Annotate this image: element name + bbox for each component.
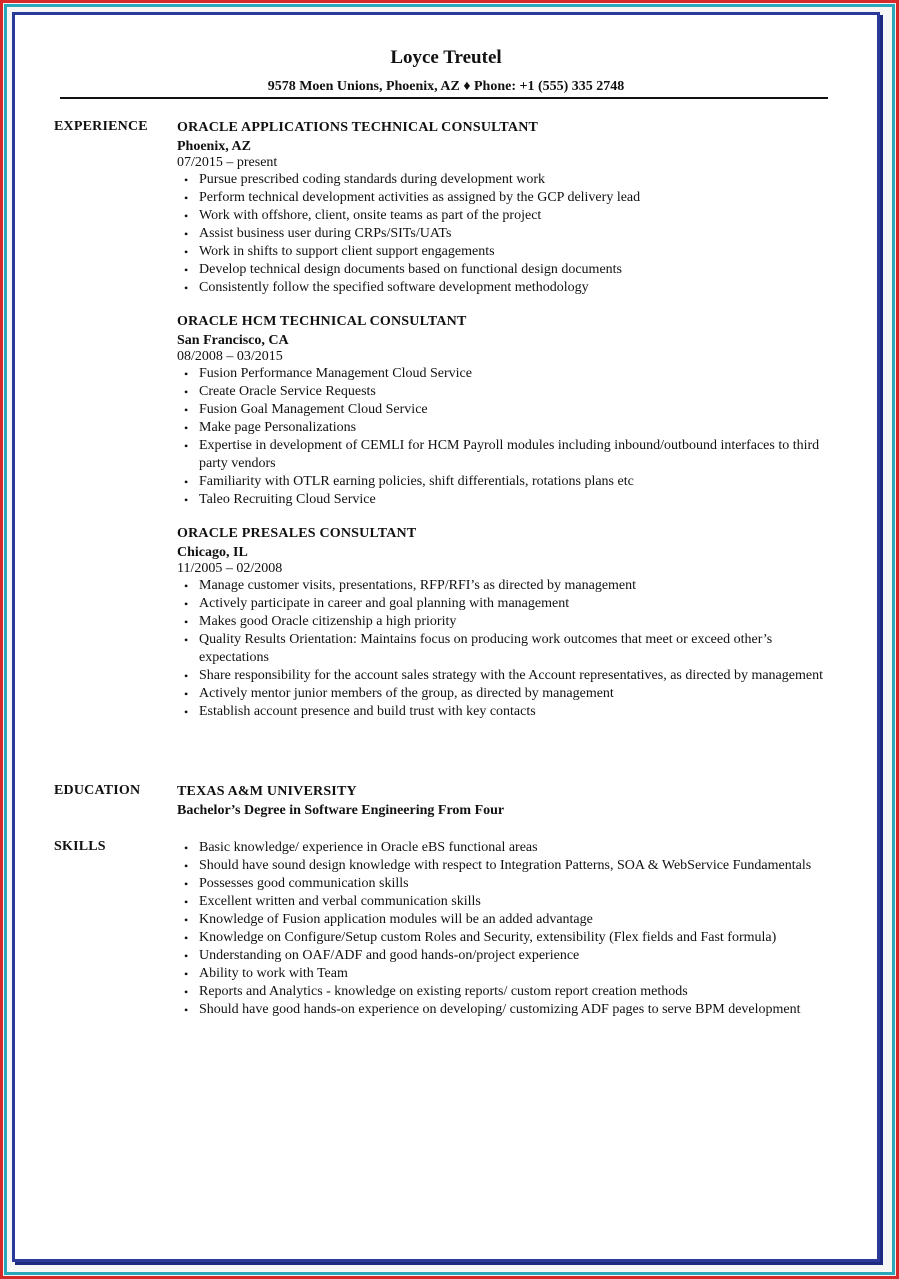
list-item: • Make page Personalizations (177, 419, 837, 437)
list-item: • Understanding on OAF/ADF and good hands-on/project experience (177, 947, 837, 965)
list-item: • Consistently follow the specified software development methodology (177, 279, 837, 297)
education-heading: EDUCATION (54, 783, 141, 798)
contact-line: 9578 Moen Unions, Phoenix, AZ ♦ Phone: +1 (555) 335 2748 (267, 79, 625, 94)
list-item: • Ability to work with Team (177, 965, 837, 983)
job-dates: 08/2008 – 03/2015 (177, 349, 283, 364)
job-location: San Francisco, CA (177, 333, 289, 348)
candidate-name: Loyce Treutel (390, 47, 502, 68)
list-item: • Work with offshore, client, onsite teams as part of the project (177, 207, 837, 225)
list-item: • Reports and Analytics - knowledge on existing reports/ custom report creation methods (177, 983, 837, 1001)
list-item: • Quality Results Orientation: Maintains focus on producing work outcomes that meet or exceed other’s expectations (177, 631, 837, 667)
list-item: • Establish account presence and build trust with key contacts (177, 703, 837, 721)
list-item: • Familiarity with OTLR earning policies, shift differentials, rotations plans etc (177, 473, 837, 491)
job-title: ORACLE PRESALES CONSULTANT (177, 526, 417, 541)
job-dates: 11/2005 – 02/2008 (177, 561, 283, 576)
job-bullets (177, 365, 837, 509)
list-item: • Work in shifts to support client support engagements (177, 243, 837, 261)
job-entry (177, 119, 837, 297)
job-location: Phoenix, AZ (177, 139, 251, 154)
job-entry (177, 525, 837, 721)
list-item: • Excellent written and verbal communication skills (177, 893, 837, 911)
list-item: • Knowledge on Configure/Setup custom Roles and Security, extensibility (Flex fields and Fast formula) (177, 929, 837, 947)
list-item: • Manage customer visits, presentations, RFP/RFI’s as directed by management (177, 577, 837, 595)
list-item: • Basic knowledge/ experience in Oracle eBS functional areas (177, 839, 837, 857)
list-item: • Pursue prescribed coding standards during development work (177, 171, 837, 189)
job-title: ORACLE HCM TECHNICAL CONSULTANT (177, 314, 467, 329)
list-item: • Actively mentor junior members of the group, as directed by management (177, 685, 837, 703)
list-item: • Develop technical design documents based on functional design documents (177, 261, 837, 279)
list-item: • Actively participate in career and goal planning with management (177, 595, 837, 613)
list-item: • Share responsibility for the account sales strategy with the Account representatives, as directed by management (177, 667, 837, 685)
job-entry (177, 313, 837, 509)
resume-page (12, 12, 880, 1262)
experience-section (177, 119, 837, 737)
list-item: • Knowledge of Fusion application modules will be an added advantage (177, 911, 837, 929)
experience-heading: EXPERIENCE (54, 119, 148, 134)
job-bullets (177, 577, 837, 721)
school-name: TEXAS A&M UNIVERSITY (177, 784, 357, 799)
job-bullets (177, 171, 837, 297)
education-section (177, 783, 837, 819)
job-dates: 07/2015 – present (177, 155, 278, 170)
list-item: • Makes good Oracle citizenship a high priority (177, 613, 837, 631)
list-item: • Fusion Goal Management Cloud Service (177, 401, 837, 419)
list-item: • Assist business user during CRPs/SITs/UATs (177, 225, 837, 243)
skills-heading: SKILLS (54, 839, 106, 854)
skills-list (177, 839, 837, 1019)
header-divider (60, 97, 828, 99)
skills-section (177, 839, 837, 1019)
list-item: • Should have sound design knowledge with respect to Integration Patterns, SOA & WebService Fundamentals (177, 857, 837, 875)
list-item: • Expertise in development of CEMLI for HCM Payroll modules including inbound/outbound interfaces to third party vendors (177, 437, 837, 473)
job-location: Chicago, IL (177, 545, 248, 560)
list-item: • Fusion Performance Management Cloud Service (177, 365, 837, 383)
list-item: • Perform technical development activities as assigned by the GCP delivery lead (177, 189, 837, 207)
list-item: • Create Oracle Service Requests (177, 383, 837, 401)
list-item: • Should have good hands-on experience on developing/ customizing ADF pages to serve BPM development (177, 1001, 837, 1019)
degree: Bachelor’s Degree in Software Engineering From Four (177, 803, 505, 818)
list-item: • Taleo Recruiting Cloud Service (177, 491, 837, 509)
list-item: • Possesses good communication skills (177, 875, 837, 893)
job-title: ORACLE APPLICATIONS TECHNICAL CONSULTANT (177, 120, 539, 135)
